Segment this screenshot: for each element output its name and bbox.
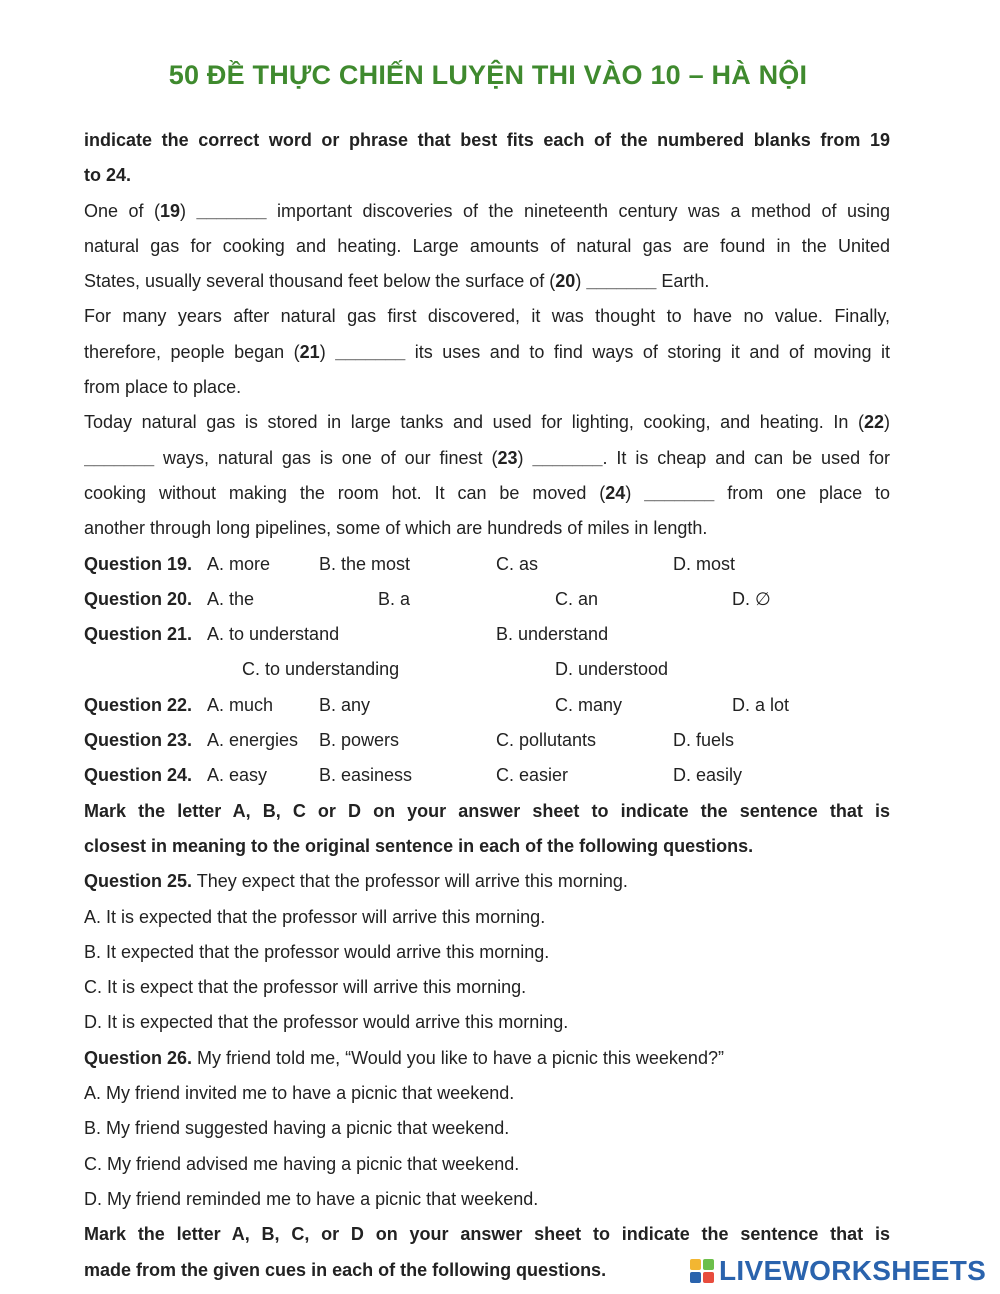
option-b[interactable]: B. It expected that the professor would arrive this morning.: [84, 941, 550, 962]
option-b[interactable]: B. easiness: [319, 765, 413, 786]
option-d[interactable]: D. understood: [555, 659, 669, 680]
instruction-line: [84, 794, 890, 829]
option-a[interactable]: A. much: [207, 694, 274, 715]
option-b[interactable]: B. understand: [496, 624, 609, 645]
instruction-text: closest in meaning to the original sentence in each of the following questions.: [84, 835, 754, 856]
page-title: 50 ĐỀ THỰC CHIẾN LUYỆN THI VÀO 10 – HÀ NỘI: [168, 60, 808, 90]
instruction-line: [84, 123, 890, 158]
logo-square: [703, 1259, 714, 1270]
passage-line: [84, 194, 890, 229]
passage-line: [84, 441, 890, 476]
question-label: Question 25.: [84, 871, 193, 892]
option-c[interactable]: C. It is expect that the professor will arrive this morning.: [84, 977, 527, 998]
passage-text: ): [319, 341, 336, 362]
passage-text: therefore, people began (: [84, 341, 300, 362]
passage-text: ): [575, 271, 587, 292]
option-d[interactable]: D. ∅: [732, 588, 771, 609]
passage-text: ): [180, 200, 197, 221]
blank-20: _______: [586, 271, 657, 292]
passage-text: One of (: [84, 200, 160, 221]
blank-24: _______: [644, 482, 715, 503]
blank-number-24: 24: [605, 482, 626, 503]
blank-19: _______: [196, 200, 267, 221]
passage-text: ): [625, 482, 645, 503]
blank-number-22: 22: [863, 412, 884, 433]
blank-23: _______: [532, 447, 603, 468]
option-b[interactable]: B. any: [319, 694, 371, 715]
question-label: Question 24.: [84, 765, 193, 786]
passage-text: its uses and to find ways of storing it and of moving it: [405, 341, 890, 362]
instruction-text: indicate the correct word or phrase that best fits each of the numbered blanks from 19: [84, 130, 890, 150]
worksheet-content: [84, 123, 890, 1288]
passage-text: natural gas for cooking and heating. Large amounts of natural gas are found in the United: [84, 235, 890, 256]
option-b[interactable]: B. a: [378, 588, 411, 609]
blank-21: _______: [335, 341, 406, 362]
option-a[interactable]: A. the: [207, 588, 255, 609]
question-text: My friend told me, “Would you like to have a picnic this weekend?”: [192, 1047, 724, 1068]
blank-number-20: 20: [555, 271, 576, 292]
passage-text: from place to place.: [84, 377, 242, 398]
question-row: [84, 723, 890, 758]
liveworksheets-logo[interactable]: [690, 1254, 986, 1288]
logo-text: LIVEWORKSHEETS: [719, 1255, 987, 1286]
passage-text: Earth.: [656, 271, 710, 292]
option-a[interactable]: A. to understand: [207, 624, 340, 645]
question-row: [84, 758, 890, 793]
instruction-text: made from the given cues in each of the following questions.: [84, 1259, 607, 1280]
question-label: Question 21.: [84, 624, 193, 645]
blank-22: _______: [84, 447, 155, 468]
option-d[interactable]: D. most: [673, 553, 736, 574]
instruction-line: [84, 158, 890, 193]
question-label: Question 23.: [84, 730, 193, 751]
blank-number-23: 23: [497, 447, 518, 468]
option-a[interactable]: A. easy: [207, 765, 268, 786]
option-a[interactable]: A. It is expected that the professor will arrive this morning.: [84, 906, 546, 927]
passage-line: [84, 476, 890, 511]
blank-number-19: 19: [159, 200, 180, 221]
option-b[interactable]: B. the most: [319, 553, 411, 574]
option-d[interactable]: D. easily: [673, 765, 743, 786]
logo-square: [690, 1272, 701, 1283]
passage-text: ways, natural gas is one of our finest (: [154, 447, 498, 468]
passage-text: important discoveries of the nineteenth century was a method of using: [266, 200, 890, 221]
passage-text: . It is cheap and can be used for: [602, 447, 890, 468]
question-label: Question 22.: [84, 694, 193, 715]
option-c[interactable]: C. as: [496, 553, 539, 574]
question-label: Question 26.: [84, 1047, 193, 1068]
question-label: Question 20.: [84, 588, 193, 609]
question-stem: [84, 1041, 890, 1076]
passage-text: ): [517, 447, 533, 468]
option-c[interactable]: C. to understanding: [242, 659, 400, 680]
option-a[interactable]: A. energies: [207, 730, 299, 751]
question-row: [84, 617, 890, 652]
passage-line: [84, 264, 890, 299]
option-b[interactable]: B. My friend suggested having a picnic that weekend.: [84, 1118, 510, 1139]
passage-line: [84, 299, 890, 334]
question-row: [84, 547, 890, 582]
option-c[interactable]: C. pollutants: [496, 730, 597, 751]
passage-text: States, usually several thousand feet below the surface of (: [84, 271, 556, 292]
instruction-text: to 24.: [84, 165, 132, 186]
passage-line: [84, 335, 890, 370]
question-text: They expect that the professor will arrive this morning.: [192, 871, 628, 892]
question-row: [84, 582, 890, 617]
option-a[interactable]: A. My friend invited me to have a picnic that weekend.: [84, 1083, 515, 1104]
option-b[interactable]: B. powers: [319, 730, 400, 751]
passage-line: [84, 229, 890, 264]
passage-text: ): [884, 412, 890, 433]
passage-line: [84, 370, 890, 405]
question-stem: [84, 864, 890, 899]
logo-icon: [690, 1259, 714, 1283]
passage-text: another through long pipelines, some of which are hundreds of miles in length.: [84, 518, 708, 539]
option-d[interactable]: D. My friend reminded me to have a picnic that weekend.: [84, 1188, 539, 1209]
passage-text: from one place to: [714, 482, 890, 503]
option-c[interactable]: C. easier: [496, 765, 569, 786]
instruction-text: Mark the letter A, B, C, or D on your answer sheet to indicate the sentence that is: [84, 1224, 890, 1245]
passage-text: cooking without making the room hot. It can be moved (: [84, 482, 606, 503]
option-d[interactable]: D. It is expected that the professor would arrive this morning.: [84, 1012, 569, 1033]
blank-number-21: 21: [299, 341, 320, 362]
passage-line: [84, 405, 890, 440]
passage-text: For many years after natural gas first discovered, it was thought to have no value. Finally,: [84, 306, 890, 327]
option-d[interactable]: D. fuels: [673, 730, 735, 751]
logo-square: [703, 1272, 714, 1283]
passage-line: [84, 511, 890, 546]
question-row: [84, 688, 890, 723]
logo-square: [690, 1259, 701, 1270]
question-row: [84, 652, 890, 687]
instruction-line: [84, 829, 890, 864]
option-c[interactable]: C. My friend advised me having a picnic that weekend.: [84, 1153, 520, 1174]
option-c[interactable]: C. many: [555, 694, 623, 715]
instruction-line: [84, 1217, 890, 1252]
passage-text: Today natural gas is stored in large tanks and used for lighting, cooking, and heating. In (: [84, 412, 864, 433]
question-label: Question 19.: [84, 553, 193, 574]
option-c[interactable]: C. an: [555, 588, 599, 609]
option-a[interactable]: A. more: [207, 553, 271, 574]
instruction-text: Mark the letter A, B, C or D on your answer sheet to indicate the sentence that is: [84, 800, 890, 821]
option-d[interactable]: D. a lot: [732, 694, 790, 715]
